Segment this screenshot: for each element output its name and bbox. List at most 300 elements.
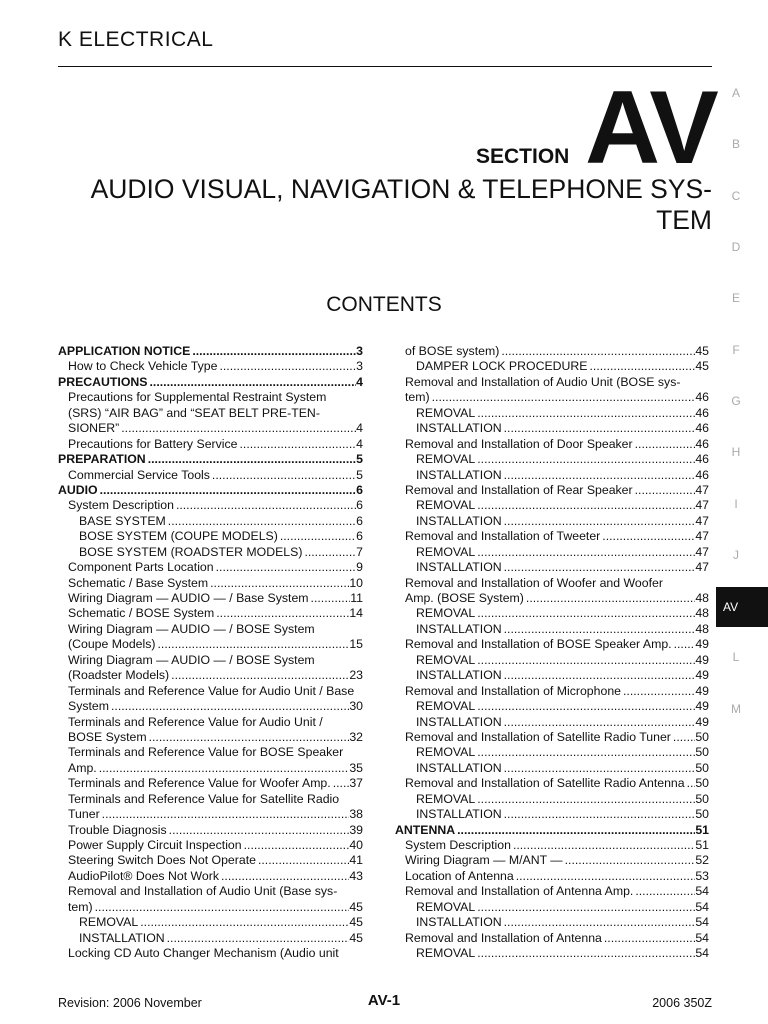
toc-entry-page: 23 (349, 668, 363, 683)
toc-entry[interactable] (395, 591, 709, 606)
side-tab[interactable]: B (731, 137, 740, 151)
toc-entry-label: Location of Antenna (405, 868, 514, 883)
toc-entry-page: 35 (349, 760, 363, 775)
toc-entry[interactable] (395, 792, 709, 807)
toc-entry[interactable] (58, 776, 363, 791)
toc-entry-page: 50 (695, 745, 709, 760)
toc-leader-dots (309, 591, 351, 606)
toc-entry-page: 50 (695, 729, 709, 744)
toc-entry-label: REMOVAL (416, 606, 476, 621)
toc-entry[interactable] (58, 622, 363, 637)
toc-entry[interactable] (58, 468, 363, 483)
toc-entry[interactable] (395, 699, 709, 714)
toc-leader-dots (97, 761, 350, 776)
toc-entry-page: 53 (695, 868, 709, 883)
toc-entry-label: Removal and Installation of Satellite Radio Antenna (405, 776, 685, 791)
toc-leader-dots (174, 498, 356, 513)
toc-entry-page: 51 (695, 838, 709, 852)
toc-entry[interactable] (58, 946, 363, 961)
toc-leader-dots (109, 699, 349, 714)
toc-entry-page: 47 (695, 560, 709, 575)
toc-entry-label: Terminals and Reference Value for Audio Unit / Base (68, 683, 355, 698)
toc-entry-page: 50 (695, 807, 709, 822)
toc-entry[interactable] (58, 807, 363, 822)
toc-entry[interactable] (58, 498, 363, 513)
toc-entry[interactable] (395, 606, 709, 621)
toc-leader-dots (672, 637, 696, 652)
toc-entry-label: Removal and Installation of Rear Speaker (405, 482, 633, 497)
toc-entry[interactable] (395, 359, 709, 374)
toc-entry-page: 5 (356, 452, 363, 467)
toc-entry[interactable] (58, 838, 363, 853)
toc-entry-label: Removal and Installation of Satellite Radio Tuner (405, 729, 671, 744)
toc-entry-label: BOSE SYSTEM (ROADSTER MODELS) (79, 544, 303, 559)
toc-entry-label: Removal and Installation of Audio Unit (Base sys- (68, 884, 338, 899)
toc-entry[interactable] (58, 730, 363, 745)
side-tab[interactable]: A (731, 86, 740, 100)
toc-entry[interactable] (58, 668, 363, 683)
toc-entry-page: 47 (695, 513, 709, 528)
toc-entry-label: Precautions for Supplemental Restraint System (68, 390, 327, 405)
toc-entry-page: 47 (695, 498, 709, 513)
toc-entry[interactable] (395, 823, 709, 838)
toc-entry-page: 50 (695, 776, 709, 791)
toc-entry[interactable] (395, 483, 709, 498)
toc-leader-dots (600, 529, 695, 544)
toc-entry-label: System Description (405, 838, 511, 852)
contents-heading: CONTENTS (326, 293, 442, 316)
toc-leader-dots (602, 931, 695, 946)
toc-entry[interactable] (58, 529, 363, 544)
toc-leader-dots (238, 437, 357, 452)
toc-entry-label: REMOVAL (416, 899, 476, 914)
toc-entry-label: PRECAUTIONS (58, 374, 148, 389)
toc-entry-label: INSTALLATION (416, 915, 502, 930)
toc-entry[interactable] (395, 560, 709, 575)
footer-page-number: AV-1 (367, 992, 401, 1009)
toc-leader-dots (475, 406, 695, 421)
toc-entry[interactable] (58, 359, 363, 374)
toc-entry[interactable] (58, 715, 363, 730)
section-word: SECTION (476, 145, 570, 168)
toc-entry-page: 47 (695, 482, 709, 497)
footer-model: 2006 350Z (652, 996, 712, 1010)
toc-entry-page: 50 (695, 760, 709, 775)
toc-entry[interactable] (58, 606, 363, 621)
toc-entry-label: BOSE System (68, 729, 147, 744)
toc-entry-page: 40 (349, 838, 363, 852)
toc-entry-page: 10 (349, 575, 363, 590)
toc-leader-dots (633, 884, 695, 899)
toc-leader-dots (502, 668, 696, 683)
toc-leader-dots (475, 946, 695, 961)
toc-entry-label: REMOVAL (416, 699, 476, 714)
toc-leader-dots (633, 437, 696, 452)
toc-entry[interactable] (58, 545, 363, 560)
side-tab[interactable]: H (731, 445, 741, 459)
toc-entry-page: 49 (695, 652, 709, 667)
toc-entry[interactable] (395, 915, 709, 930)
toc-entry-label: System Description (68, 498, 174, 513)
toc-entry[interactable] (395, 684, 709, 699)
toc-leader-dots (100, 807, 350, 822)
toc-entry[interactable] (395, 730, 709, 745)
toc-entry[interactable] (58, 915, 363, 930)
toc-entry[interactable] (58, 421, 363, 436)
toc-entry-page: 3 (356, 359, 363, 374)
toc-leader-dots (98, 483, 357, 498)
toc-entry[interactable] (395, 406, 709, 421)
toc-entry[interactable] (58, 591, 363, 606)
toc-entry[interactable] (58, 406, 363, 421)
toc-entry[interactable] (58, 375, 363, 390)
toc-entry[interactable] (395, 761, 709, 776)
toc-leader-dots (502, 807, 696, 822)
toc-entry-page: 6 (356, 498, 363, 513)
toc-entry-label: REMOVAL (416, 544, 476, 559)
toc-entry-page: 46 (695, 436, 709, 451)
toc-entry[interactable] (395, 884, 709, 899)
toc-entry-page: 46 (695, 405, 709, 420)
toc-leader-dots (475, 699, 695, 714)
toc-entry-label: Removal and Installation of Tweeter (405, 529, 601, 544)
toc-leader-dots (278, 529, 356, 544)
toc-entry-label: Removal and Installation of Woofer and Woofer (405, 575, 663, 590)
toc-entry-page: 51 (695, 822, 709, 837)
toc-entry-label: Schematic / BOSE System (68, 606, 215, 621)
toc-entry-label: Wiring Diagram — M/ANT — (405, 853, 563, 868)
toc-entry[interactable] (395, 468, 709, 483)
footer-revision: Revision: 2006 November (58, 996, 202, 1010)
toc-leader-dots (147, 730, 350, 745)
toc-leader-dots (671, 730, 695, 745)
toc-entry[interactable] (58, 483, 363, 498)
toc-entry-label: REMOVAL (416, 405, 476, 420)
toc-leader-dots (214, 560, 357, 575)
toc-entry-label: tem) (405, 390, 430, 405)
toc-entry-label: Tuner (68, 807, 100, 822)
toc-entry-label: INSTALLATION (416, 467, 502, 482)
toc-entry[interactable] (395, 622, 709, 637)
toc-entry-page: 5 (356, 467, 363, 482)
toc-entry[interactable] (395, 390, 709, 405)
toc-entry-label: Wiring Diagram — AUDIO — / BOSE System (68, 652, 315, 667)
toc-entry-label: Amp. (68, 760, 97, 775)
toc-entry-page: 6 (356, 513, 363, 528)
toc-leader-dots (138, 915, 349, 930)
toc-leader-dots (475, 545, 695, 560)
toc-entry-page: 48 (695, 606, 709, 621)
toc-entry-page: 46 (695, 452, 709, 467)
toc-entry[interactable] (58, 390, 363, 405)
toc-entry[interactable] (58, 576, 363, 591)
toc-leader-dots (455, 823, 695, 838)
toc-entry-label: REMOVAL (416, 452, 476, 467)
toc-entry[interactable] (395, 545, 709, 560)
toc-entry-page: 7 (356, 544, 363, 559)
toc-entry-page: 45 (349, 899, 363, 914)
toc-entry-label: AUDIO (58, 482, 98, 497)
toc-entry[interactable] (395, 421, 709, 436)
toc-entry-page: 9 (356, 560, 363, 575)
toc-leader-dots (475, 653, 695, 668)
toc-entry-label: ANTENNA (395, 822, 456, 837)
toc-entry-label: Wiring Diagram — AUDIO — / BOSE System (68, 621, 315, 636)
toc-entry-page: 54 (695, 884, 709, 899)
toc-entry-page: 6 (356, 482, 363, 497)
toc-entry-page: 45 (695, 359, 709, 374)
toc-leader-dots (302, 545, 356, 560)
toc-entry-page: 49 (695, 699, 709, 714)
toc-entry[interactable] (58, 344, 363, 359)
toc-leader-dots (430, 390, 696, 405)
toc-leader-dots (502, 715, 696, 730)
toc-entry-page: 46 (695, 467, 709, 482)
toc-entry-label: Terminals and Reference Value for BOSE Speaker (68, 745, 344, 760)
toc-entry[interactable] (395, 498, 709, 513)
toc-leader-dots (502, 761, 696, 776)
toc-entry[interactable] (58, 684, 363, 699)
toc-entry[interactable] (58, 699, 363, 714)
toc-leader-dots (475, 900, 695, 915)
toc-entry-page: 49 (695, 668, 709, 683)
toc-entry[interactable] (395, 776, 709, 791)
toc-entry[interactable] (395, 452, 709, 467)
toc-leader-dots (499, 344, 695, 359)
toc-leader-dots (502, 468, 696, 483)
toc-entry-label: Removal and Installation of Door Speaker (405, 436, 633, 451)
toc-entry-page: 54 (695, 930, 709, 945)
section-title-line2: TEM (656, 205, 712, 235)
toc-entry[interactable] (395, 375, 709, 390)
toc-entry-label: SIONER” (68, 421, 120, 436)
toc-entry-page: 45 (695, 344, 709, 358)
toc-leader-dots (511, 838, 695, 853)
toc-entry-page: 32 (349, 729, 363, 744)
toc-entry[interactable] (395, 437, 709, 452)
toc-entry[interactable] (395, 576, 709, 591)
toc-entry-page: 3 (356, 344, 363, 358)
toc-entry[interactable] (395, 807, 709, 822)
side-tab[interactable]: C (731, 189, 741, 203)
toc-entry-label: Removal and Installation of BOSE Speaker Amp. (405, 637, 672, 652)
toc-entry-page: 54 (695, 899, 709, 914)
toc-entry[interactable] (58, 452, 363, 467)
toc-entry-label: INSTALLATION (416, 668, 502, 683)
toc-entry-label: Wiring Diagram — AUDIO — / Base System (68, 591, 309, 605)
toc-entry-page: 49 (695, 637, 709, 652)
toc-leader-dots (475, 792, 695, 807)
toc-entry-label: Terminals and Reference Value for Satellite Radio (68, 791, 340, 806)
toc-entry[interactable] (395, 931, 709, 946)
toc-entry-label: REMOVAL (79, 915, 139, 930)
toc-leader-dots (93, 900, 350, 915)
side-tab[interactable]: F (732, 343, 740, 357)
toc-leader-dots (685, 776, 696, 791)
toc-leader-dots (475, 745, 695, 760)
toc-entry-page: 48 (695, 621, 709, 636)
toc-entry-page: 47 (695, 544, 709, 559)
toc-entry[interactable] (395, 653, 709, 668)
side-tab[interactable]: E (731, 291, 740, 305)
toc-entry-page: 46 (695, 421, 709, 436)
toc-entry-page: 46 (695, 390, 709, 405)
toc-entry-page: 54 (695, 915, 709, 930)
toc-leader-dots (155, 637, 349, 652)
toc-entry-label: Terminals and Reference Value for Woofer Amp. (68, 776, 331, 791)
toc-entry-label: INSTALLATION (416, 714, 502, 729)
header-rule (58, 66, 712, 67)
section-code: AV (585, 70, 716, 186)
toc-entry-label: INSTALLATION (416, 807, 502, 822)
toc-entry[interactable] (395, 745, 709, 760)
toc-entry-label: How to Check Vehicle Type (68, 359, 218, 374)
toc-entry[interactable] (395, 637, 709, 652)
toc-entry[interactable] (395, 514, 709, 529)
toc-entry-label: REMOVAL (416, 791, 476, 806)
toc-entry-page: 47 (695, 529, 709, 544)
toc-entry-page: 4 (356, 374, 363, 389)
toc-entry[interactable] (58, 637, 363, 652)
header-title: K ELECTRICAL (58, 28, 214, 51)
toc-entry[interactable] (395, 344, 709, 359)
side-tab[interactable]: D (731, 240, 741, 254)
toc-entry[interactable] (395, 946, 709, 961)
toc-entry-label: System (68, 699, 109, 714)
toc-entry-label: Power Supply Circuit Inspection (68, 838, 242, 852)
toc-entry-page: 38 (349, 807, 363, 822)
toc-entry[interactable] (58, 437, 363, 452)
toc-leader-dots (214, 606, 349, 621)
toc-entry-label: BASE SYSTEM (79, 513, 166, 528)
toc-entry[interactable] (395, 853, 709, 868)
toc-entry-page: 30 (349, 699, 363, 714)
toc-entry-label: Terminals and Reference Value for Audio Unit / (68, 714, 323, 729)
toc-entry[interactable] (395, 529, 709, 544)
side-tab-active[interactable]: AV (716, 587, 768, 627)
toc-leader-dots (148, 375, 357, 390)
toc-entry-label: REMOVAL (416, 498, 476, 513)
toc-entry[interactable] (58, 761, 363, 776)
toc-leader-dots (514, 869, 696, 884)
toc-entry-label: Commercial Service Tools (68, 467, 210, 482)
toc-entry-page: 48 (695, 591, 709, 605)
toc-leader-dots (190, 344, 356, 359)
toc-entry[interactable] (58, 869, 363, 884)
toc-entry-page: 50 (695, 791, 709, 806)
toc-leader-dots (524, 591, 695, 606)
toc-entry-label: INSTALLATION (416, 760, 502, 775)
toc-entry-label: INSTALLATION (416, 560, 502, 575)
toc-entry[interactable] (395, 668, 709, 683)
toc-leader-dots (219, 869, 349, 884)
toc-entry-label: APPLICATION NOTICE (58, 344, 191, 358)
toc-entry-label: Removal and Installation of Antenna (405, 930, 602, 945)
toc-entry-label: Amp. (BOSE System) (405, 591, 524, 605)
toc-entry-page: 4 (356, 436, 363, 451)
toc-entry-label: Precautions for Battery Service (68, 436, 238, 451)
toc-entry-page: 39 (349, 822, 363, 837)
toc-entry-label: AudioPilot® Does Not Work (68, 868, 219, 883)
toc-leader-dots (166, 514, 356, 529)
toc-leader-dots (167, 823, 350, 838)
toc-entry[interactable] (395, 900, 709, 915)
toc-leader-dots (256, 853, 349, 868)
toc-leader-dots (502, 514, 696, 529)
toc-leader-dots (331, 776, 350, 791)
toc-leader-dots (242, 838, 350, 853)
side-tab[interactable]: I (734, 497, 738, 511)
toc-entry[interactable] (395, 715, 709, 730)
toc-entry[interactable] (58, 560, 363, 575)
toc-entry[interactable] (58, 884, 363, 899)
toc-entry-page: 15 (349, 637, 363, 652)
toc-entry[interactable] (58, 823, 363, 838)
toc-entry-page: 45 (349, 930, 363, 945)
toc-entry-label: (Coupe Models) (68, 637, 156, 652)
toc-entry-label: INSTALLATION (416, 513, 502, 528)
toc-entry-label: Removal and Installation of Audio Unit (BOSE sys- (405, 374, 681, 389)
toc-entry[interactable] (58, 514, 363, 529)
toc-entry-label: REMOVAL (416, 745, 476, 760)
toc-entry-label: Removal and Installation of Microphone (405, 683, 622, 698)
toc-entry[interactable] (58, 653, 363, 668)
toc-leader-dots (119, 421, 356, 436)
toc-leader-dots (475, 606, 695, 621)
side-tab[interactable]: M (731, 702, 741, 716)
toc-entry-label: Trouble Diagnosis (68, 822, 167, 837)
toc-leader-dots (169, 668, 349, 683)
toc-entry[interactable] (395, 869, 709, 884)
toc-entry-page: 4 (356, 421, 363, 436)
toc-entry-page: 14 (349, 606, 363, 621)
toc-leader-dots (475, 498, 695, 513)
toc-leader-dots (475, 452, 695, 467)
toc-entry-label: Removal and Installation of Antenna Amp. (405, 884, 634, 899)
toc-left-column (58, 344, 363, 962)
toc-leader-dots (146, 452, 356, 467)
toc-entry[interactable] (395, 838, 709, 853)
toc-leader-dots (210, 468, 356, 483)
toc-entry-page: 49 (695, 714, 709, 729)
toc-leader-dots (208, 576, 349, 591)
side-tab[interactable]: L (732, 650, 740, 664)
toc-entry-label: DAMPER LOCK PROCEDURE (416, 359, 588, 374)
toc-entry[interactable] (58, 931, 363, 946)
toc-leader-dots (502, 421, 696, 436)
toc-entry[interactable] (58, 745, 363, 760)
toc-leader-dots (165, 931, 350, 946)
toc-entry-label: BOSE SYSTEM (COUPE MODELS) (79, 529, 278, 544)
toc-right-column (395, 344, 709, 962)
toc-entry[interactable] (58, 853, 363, 868)
toc-entry[interactable] (58, 792, 363, 807)
toc-leader-dots (563, 853, 696, 868)
section-title-line1: AUDIO VISUAL, NAVIGATION & TELEPHONE SYS- (90, 174, 712, 204)
toc-entry-label: INSTALLATION (416, 421, 502, 436)
toc-entry-page: 54 (695, 946, 709, 961)
toc-entry-page: 11 (350, 591, 363, 605)
side-tab[interactable]: J (733, 548, 739, 562)
toc-entry[interactable] (58, 900, 363, 915)
side-tab[interactable]: G (731, 394, 741, 408)
toc-leader-dots (217, 359, 356, 374)
toc-entry-label: of BOSE system) (405, 344, 500, 358)
toc-leader-dots (502, 560, 696, 575)
toc-entry-label: tem) (68, 899, 93, 914)
toc-entry-label: INSTALLATION (416, 621, 502, 636)
toc-entry-label: REMOVAL (416, 946, 476, 961)
